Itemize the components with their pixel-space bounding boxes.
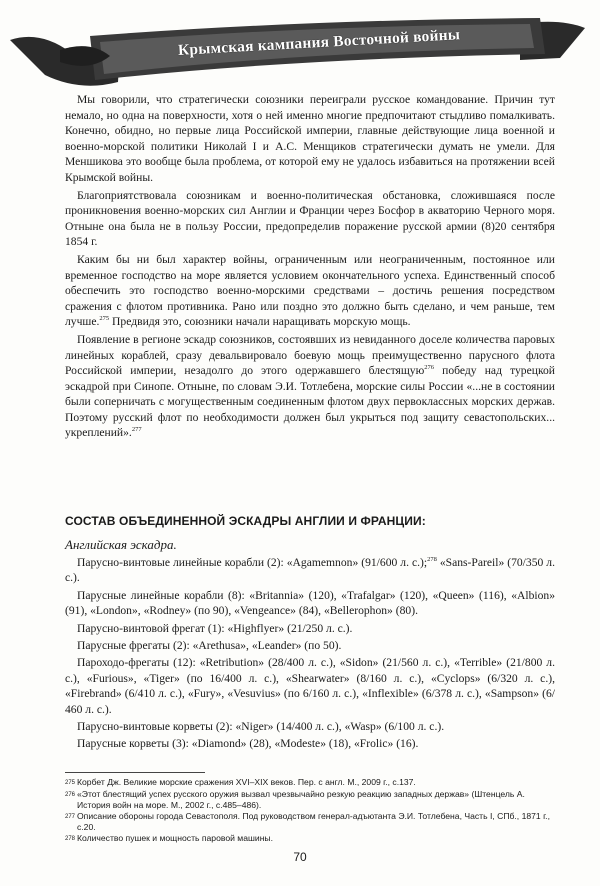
footnote <box>65 811 555 833</box>
footnote-ref[interactable]: 277 <box>131 426 142 434</box>
ship-group: Парусно-винтовой фрегат (1): «Highflyer» (21/250 л. с.). <box>77 621 353 635</box>
footnote-number: 278 <box>65 836 76 842</box>
header-banner <box>0 0 600 90</box>
paragraph: Мы говорили, что стратегически союзники переиграли русское командование. Причин тут немало, но одна на поверхности, хотя о ней именно многие предпочитают стыдливо помалкивать. Конечно, обидно, но первые лица Российской империи, главные действующие лица военной и военно-морской политики Николай I и А.С. Менщиков стратегически думать не умели. Для Меншикова это вообще была проблема, от которой ему не удалось избавиться на протяжении всей Крымской войны. <box>65 93 555 184</box>
footnote <box>65 789 555 811</box>
footnote-text: Количество пушек и мощность паровой машины. <box>77 833 273 843</box>
footnote-divider <box>65 772 205 773</box>
ship-list <box>65 555 555 754</box>
page-number: 70 <box>293 850 307 864</box>
paragraph: Каким бы ни был характер войны, ограниченным или неограниченным, постоянное или временное господство на море является условием окончательного успеха. Единственный способ обеспечить это господство военно-морскими средствами – достичь решения посредством сражения с флотом противника. Рано или поздно это должно быть сделано, и чем раньше, тем лучше.$^{275}$ Предвидя это, союзники начали наращивать морскую мощь. <box>65 252 555 329</box>
footnote-number: 276 <box>65 792 76 798</box>
footnote-number: 275 <box>65 780 76 786</box>
ship-group: Парусные фрегаты (2): «Arethusa», «Leander» (по 50). <box>77 639 342 653</box>
footnote-ref[interactable]: 275 <box>99 315 110 323</box>
ship-group: Парусно-винтовые корветы (2): «Niger» (14/400 л. с.), «Wasp» (6/100 л. с.). <box>77 720 445 734</box>
running-header-title: Крымская кампания Восточной войны <box>177 26 461 59</box>
footnote-text: «Этот блестящий успех русского оружия вызвал чрезвычайно резкую реакцию западных держав» (Штенцель А. История войн на море. М., 2002 г., с.485–486). <box>77 789 525 810</box>
ship-group: Парусные линейные корабли (8): «Britannia» (120), «Trafalgar» (120), «Queen» (116), «Albion» (91), «London», «Rodney» (по 90), «Vengeance» (84), «Bellerophon» (80). <box>65 588 555 618</box>
paragraph: Появление в регионе эскадр союзников, состоявших из невиданного доселе количества паровых линейных кораблей, сразу девальвировало боевую мощь преимущественно парусного флота Российской империи, незадолго до этого одержавшего блестящую$^{276}$ победу над турецкой эскадрой при Синопе. Отныне, по словам Э.И. Тотлебена, морские силы России «...не в состоянии были соперничать с могущественным соединенным флотом двух первоклассных морских держав. Поэтому русский флот по необходимости должен был укрыться под защиту севастопольских... укреплений».$^{277}$ <box>65 332 555 440</box>
main-text <box>65 92 555 443</box>
footnote-ref[interactable]: 276 <box>424 364 435 372</box>
footnote-ref[interactable]: 278 <box>427 556 437 564</box>
ship-group: Парусно-винтовые линейные корабли (2): «Agamemnon» (91/600 л. с.);$^{278}$ «Sans-Pareil» (70/350 л. с.). <box>65 556 555 585</box>
section-heading: СОСТАВ ОБЪЕДИНЕННОЙ ЭСКАДРЫ АНГЛИИ И ФРАНЦИИ: <box>65 514 426 528</box>
footnote-text: Корбет Дж. Великие морские сражения XVI–XIX веков. Пер. с англ. М., 2009 г., с.137. <box>77 777 416 787</box>
footnote <box>65 777 555 789</box>
paragraph: Благоприятствовала союзникам и военно-политическая обстановка, сложившаяся после проникновения военно-морских сил Англии и Франции через Босфор в акваторию Черного моря. Отныне она была не в пользу России, предопределив поражение русской армии (8)20 сентября 1854 г. <box>65 188 555 249</box>
footnote-text: Описание обороны города Севастополя. Под руководством генерал-адъютанта Э.И. Тотлебена, Часть I, СПб., 1871 г., с.20. <box>77 811 550 832</box>
ship-group: Пароходо-фрегаты (12): «Retribution» (28/400 л. с.), «Sidon» (21/560 л. с.), «Terrible» (21/800 л. с.), «Furious», «Tiger» (по 16/400 л. с.), «Shearwater» (8/160 л. с.), «Cyclops» (6/320 л. с.), «Firebrand» (6/410 л. с.), «Fury», «Vesuvius» (по 6/160 л. с.), «Inflexible» (6/378 л. с.), «Sampson» (6/ 460 л. с.). <box>65 656 555 716</box>
footnote-number: 277 <box>65 814 76 820</box>
footnotes <box>65 777 555 845</box>
ship-group: Парусные корветы (3): «Diamond» (28), «Modeste» (18), «Frolic» (16). <box>77 737 419 751</box>
squadron-subheading: Английская эскадра. <box>65 537 177 552</box>
footnote <box>65 833 555 845</box>
